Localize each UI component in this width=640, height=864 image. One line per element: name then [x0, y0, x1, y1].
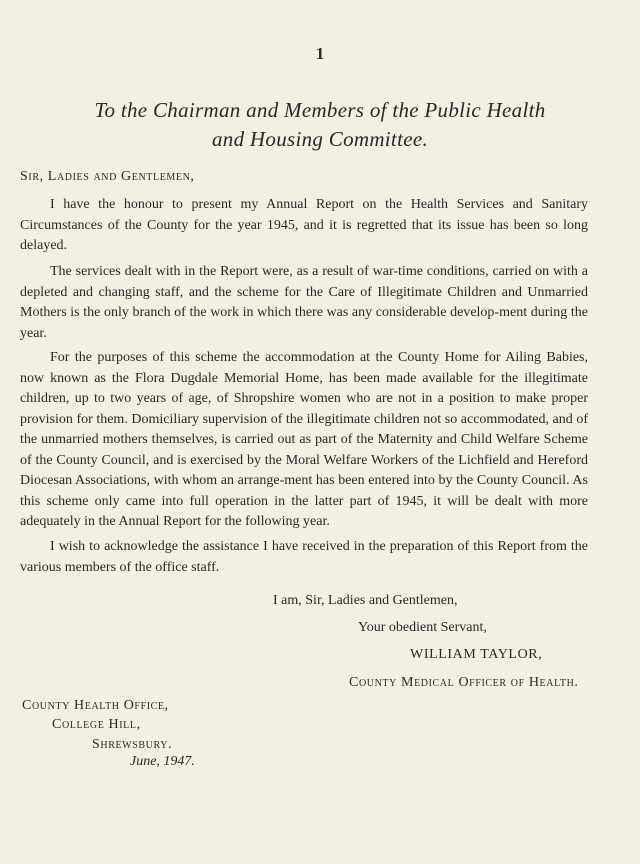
title-line-1: To the Chairman and Members of the Public Health: [94, 98, 546, 122]
signatory-name: WILLIAM TAYLOR,: [410, 647, 543, 662]
paragraph-scheme: For the purposes of this scheme the accommodation at the County Home for Ailing Babies, now known as the Flora Dugdale Memorial Home, has been made available for the illegitimate children, up to two years of age, of Shropshire women who are not in a position to make proper provision for them. Domiciliary supervision of the illegitimate children not so accommodated, and of the unmarried mothers themselves, is carried out as part of the Maternity and Child Welfare Scheme of the County Council, and is exercised by the Moral Welfare Workers of the Lichfield and Hereford Diocesan Associations, with whom an arrange-ment has been entered into by the County Council. As this scheme only came into full operation in the latter part of 1945, it will be dealt with more adequately in the Annual Report for the following year.: [20, 350, 588, 529]
letter-title: [40, 96, 600, 154]
salutation: Sir, Ladies and Gentlemen,: [20, 169, 195, 184]
address-street: College Hill,: [52, 717, 141, 732]
paragraph-acknowledgement: I wish to acknowledge the assistance I have received in the preparation of this Report from the various members of the office staff.: [20, 539, 588, 575]
signoff-servant: Your obedient Servant,: [358, 620, 487, 635]
address-town: Shrewsbury.: [92, 737, 173, 752]
address-office: County Health Office,: [22, 698, 169, 713]
title-line-2: and Housing Committee.: [211, 127, 428, 151]
paragraph-intro: I have the honour to present my Annual Report on the Health Services and Sanitary Circumstances of the County for the year 1945, and it is regretted that its issue has been so long delayed.: [20, 197, 588, 253]
signoff-greeting: I am, Sir, Ladies and Gentlemen,: [273, 593, 458, 608]
signatory-position: County Medical Officer of Health.: [349, 675, 579, 690]
letter-date: June, 1947.: [130, 754, 195, 769]
page-number: 1: [315, 44, 325, 63]
paragraph-services: The services dealt with in the Report were, as a result of war-time conditions, carried on with a depleted and changing staff, and the scheme for the Care of Illegitimate Children and Unmarried Mothers is the only branch of the work in which there was any considerable develop-ment during the year.: [20, 264, 588, 341]
